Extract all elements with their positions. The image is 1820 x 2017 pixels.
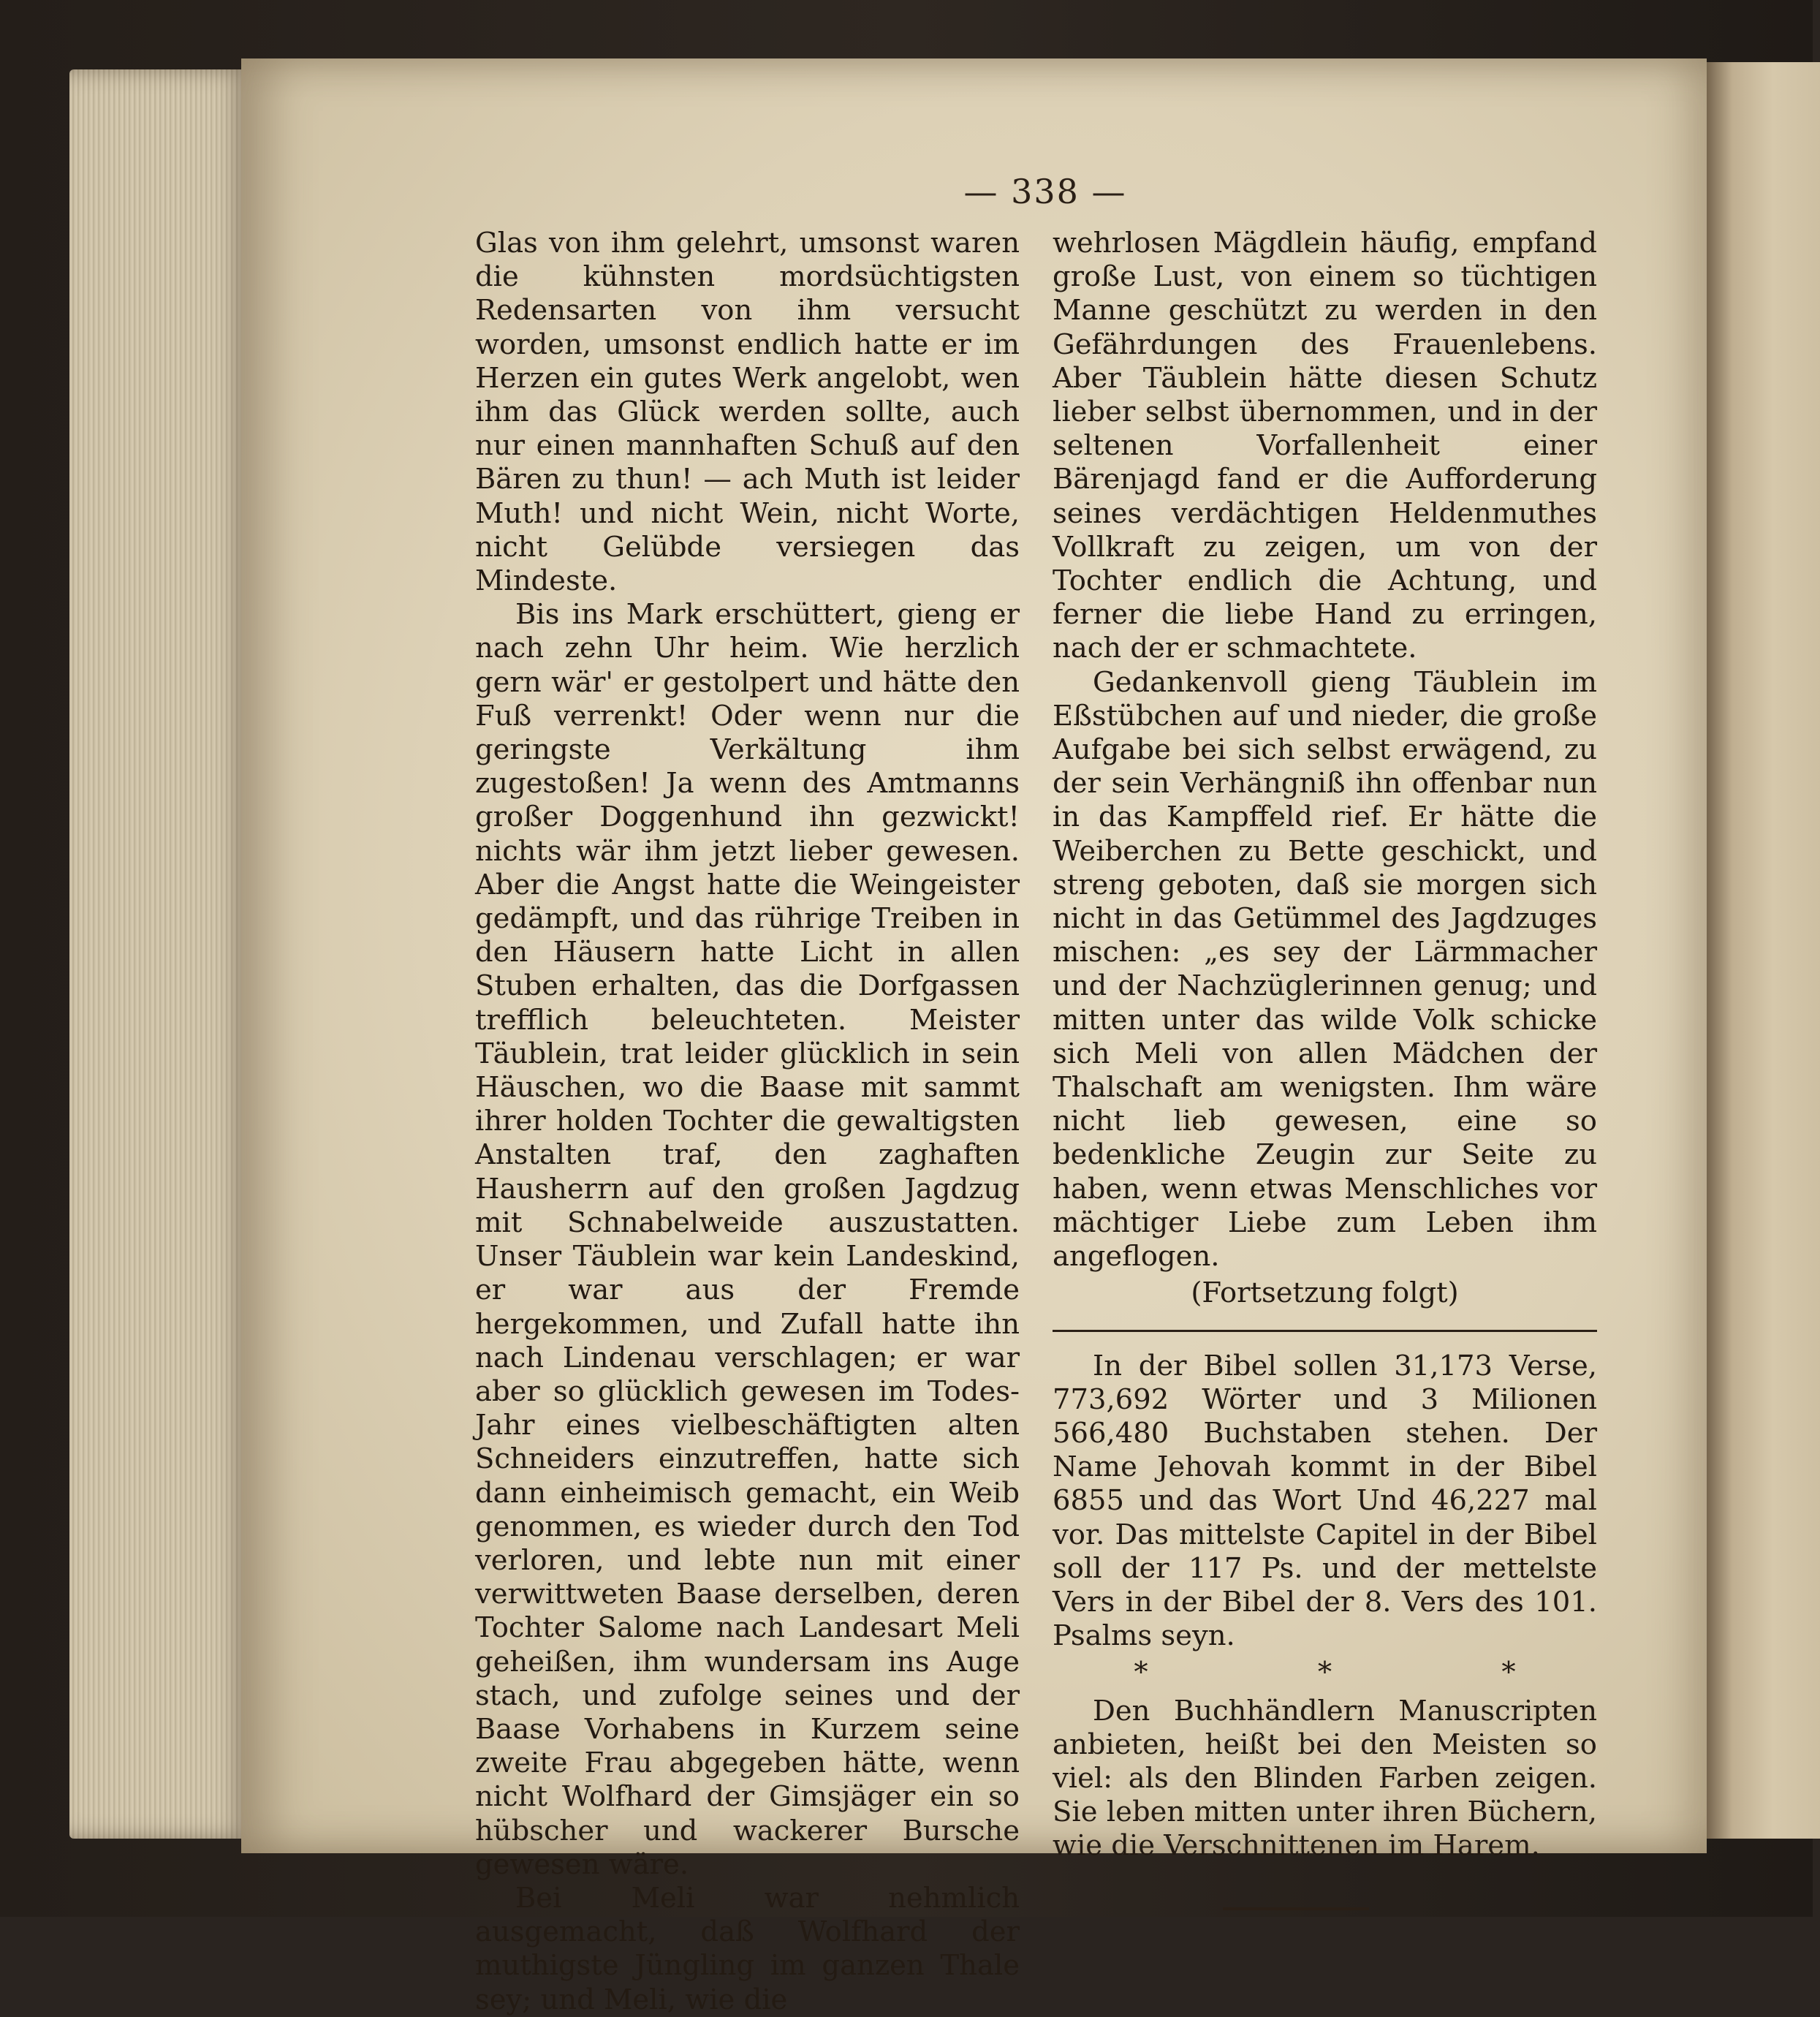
left-paragraph-3: Bei Meli war nehmlich ausgemacht, daß Wolfhard der muthigste Jüngling im ganzen Thale sey; und Meli, wie die [475,1881,1020,2016]
right-column [1053,227,1597,1910]
right-paragraph-2: Gedankenvoll gieng Täublein im Eßstübchen auf und nieder, die große Aufgabe bei sich selbst erwägend, zu der sein Verhängniß ihn offenbar nun in das Kampffeld rief. Er hätte die Weiberchen zu Bette geschickt, und streng geboten, daß sie morgen sich nicht in das Getümmel des Jagdzuges mischen: „es sey der Lärmmacher und der Nachzüglerinnen genug; und mitten unter das wilde Volk schicke sich Meli von allen Mädchen der Thalschaft am wenigsten. Ihm wäre nicht lieb gewesen, eine so bedenkliche Zeugin zur Seite zu haben, wenn etwas Menschliches vor mächtiger Liebe zum Leben ihm angeflogen. [1053,665,1597,1274]
left-paragraph-1: Glas von ihm gelehrt, umsonst waren die kühnsten mordsüchtigsten Redensarten von ihm versucht worden, umsonst endlich hatte er im Herzen ein gutes Werk angelobt, wen ihm das Glück werden sollte, auch nur einen mannhaften Schuß auf den Bären zu thun! — ach Muth ist leider Muth! und nicht Wein, nicht Worte, nicht Gelübde versiegen das Mindeste. [475,227,1020,598]
page-stack-edge [69,69,252,1839]
continued-note: (Fortsetzung folgt) [1191,1276,1459,1310]
left-paragraph-2: Bis ins Mark erschüttert, gieng er nach zehn Uhr heim. Wie herzlich gern wär' er gestolpert und hätte den Fuß verrenkt! Oder wenn nur die geringste Verkältung ihm zugestoßen! Ja wenn des Amtmanns großer Doggenhund ihn gezwickt! nichts wär ihm jetzt lieber gewesen. Aber die Angst hatte die Weingeister gedämpft, und das rührige Treiben in den Häusern hatte Licht in allen Stuben erhalten, das die Dorfgassen trefflich beleuchteten. Meister Täublein, trat leider glücklich in sein Häuschen, wo die Baase mit sammt ihrer holden Tochter die gewaltigsten Anstalten traf, den zaghaften Hausherrn auf den großen Jagdzug mit Schnabelweide auszustatten. Unser Täublein war kein Landeskind, er war aus der Fremde hergekommen, und Zufall hatte ihn nach Lindenau verschlagen; er war aber so glücklich gewesen im Todes-Jahr eines vielbeschäftigten alten Schneiders einzutreffen, hatte sich dann einheimisch gemacht, ein Weib genommen, es wieder durch den Tod verloren, und lebte nun mit einer verwittweten Baase derselben, deren Tochter Salome nach Landesart Meli geheißen, ihm wundersam ins Auge stach, und zufolge seines und der Baase Vorhabens in Kurzem seine zweite Frau abgegeben hätte, wenn nicht Wolfhard der Gimsjäger ein so hübscher und wackerer Bursche gewesen wäre. [475,598,1020,1881]
left-column [475,227,1020,2017]
next-page-edge [1703,62,1820,1839]
bible-note: In der Bibel sollen 31,173 Verse, 773,692 Wörter und 3 Milionen 566,480 Buchstaben stehen. Der Name Jehovah kommt in der Bibel 6855 und das Wort Und 46,227 mal vor. Das mittelste Capitel in der Bibel soll der 117 Ps. und der mettelste Vers in der Bibel der 8. Vers des 101. Psalms seyn. [1053,1349,1597,1653]
end-rule [1223,1907,1369,1910]
bookseller-note: Den Buchhändlern Manuscripten anbieten, heißt bei den Meisten so viel: als den Blinden Farben zeigen. Sie leben mitten unter ihren Büchern, wie die Verschnittenen im Harem. [1053,1694,1597,1863]
section-rule [1053,1330,1597,1332]
page-number: — 338 — [963,172,1127,211]
asterisk-separator: * * * [1134,1656,1596,1689]
right-paragraph-1: wehrlosen Mägdlein häufig, empfand große Lust, von einem so tüchtigen Manne geschützt zu werden in den Gefährdungen des Frauenlebens. Aber Täublein hätte diesen Schutz lieber selbst übernommen, und in der seltenen Vorfallenheit einer Bärenjagd fand er die Aufforderung seines verdächtigen Heldenmuthes Vollkraft zu zeigen, um von der Tochter endlich die Achtung, und ferner die liebe Hand zu erringen, nach der er schmachtete. [1053,227,1597,665]
